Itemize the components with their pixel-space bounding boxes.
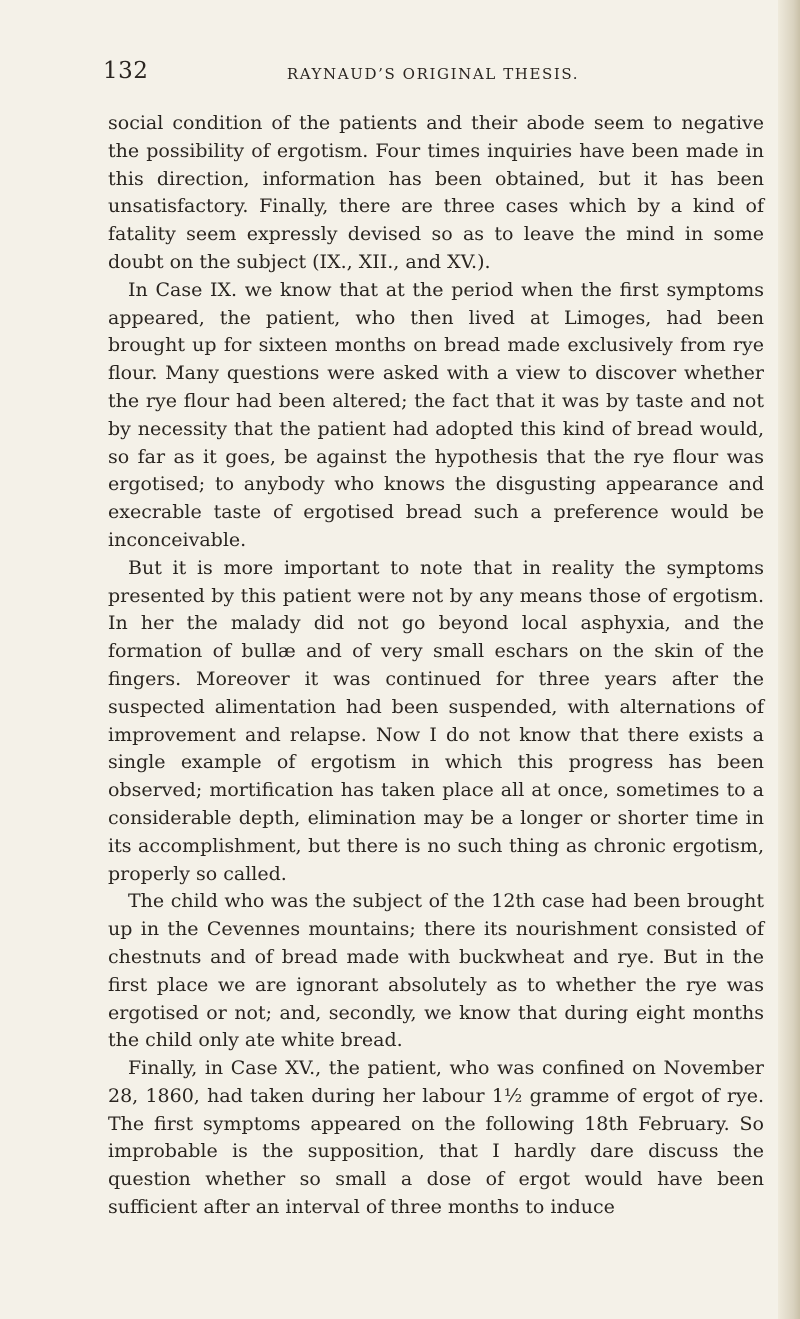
paragraph: social condition of the patients and their abode seem to negative the possibility of ergotism. Four times inquiries have been made in this direction, information has been obtained, but it has been unsatisfactory. Finally, there are three cases which by a kind of fatality seem expressly devised so as to leave the mind in some doubt on the subject (IX., XII., and XV.). [108, 112, 764, 273]
page-number: 132 [103, 58, 149, 84]
paragraph: In Case IX. we know that at the period when the first symptoms appeared, the patient, who then lived at Limoges, had been brought up for sixteen months on bread made exclusively from rye flour. Many questions were asked with a view to discover whether the rye flour had been altered; the fact that it was by taste and not by necessity that the patient had adopted this kind of bread would, so far as it goes, be against the hypothesis that the rye flour was ergotised; to anybody who knows the disgusting appearance and execrable taste of ergotised bread such a preference would be inconceivable. [108, 278, 764, 551]
paragraph: But it is more important to note that in reality the symptoms presented by this patient were not by any means those of ergotism. In her the malady did not go beyond local asphyxia, and the formation of bullæ and of very small eschars on the skin of the fingers. Moreover it was continued for three years after the suspected alimentation had been suspended, with alternations of improvement and relapse. Now I do not know that there exists a single example of ergotism in which this progress has been observed; mortification has taken place all at once, sometimes to a considerable depth, elimination may be a longer or shorter time in its accomplishment, but there is no such thing as chronic ergotism, properly so called. [108, 556, 764, 885]
page-header [103, 58, 763, 94]
running-title: RAYNAUD’S ORIGINAL THESIS. [286, 65, 580, 83]
paragraph: The child who was the subject of the 12th case had been brought up in the Cevennes mountains; there its nourishment consisted of chestnuts and of bread made with buckwheat and rye. But in the first place we are ignorant absolutely as to whether the rye was ergotised or not; and, secondly, we know that during eight months the child only ate white bread. [108, 890, 764, 1052]
paragraph: Finally, in Case XV., the patient, who was confined on November 28, 1860, had taken during her labour 1½ gramme of ergot of rye. The first symptoms appeared on the following 18th February. So improbable is the supposition, that I hardly dare discuss the question whether so small a dose of ergot would have been sufficient after an interval of three months to induce [108, 1057, 764, 1219]
page-edge [778, 0, 800, 1319]
body-text [108, 110, 764, 1222]
